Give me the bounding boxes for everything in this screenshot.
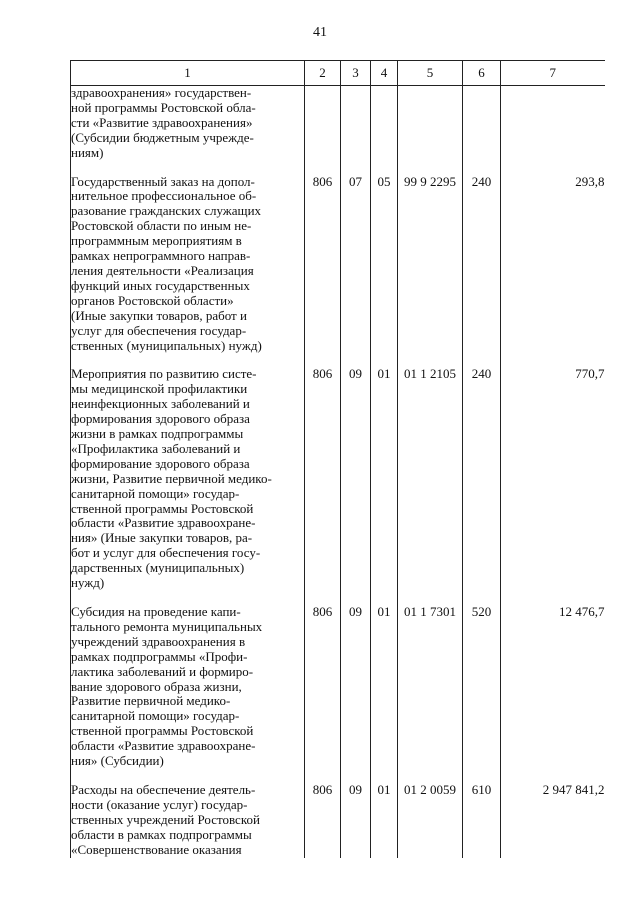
description-line: ния» (Иные закупки товаров, ра-: [71, 530, 253, 546]
description-line: ственных учреждений Ростовской: [71, 811, 260, 827]
table-row: [71, 86, 605, 175]
description-line: лактика заболеваний и формиро-: [71, 663, 254, 679]
page-number: 41: [313, 25, 327, 40]
description-line: (Субсидии бюджетным учрежде-: [71, 129, 254, 145]
description-line: санитарной помощи» государ-: [71, 485, 240, 501]
description-line: жизни в рамках подпрограммы: [71, 426, 244, 442]
description-line: Государственный заказ на допол-: [71, 173, 255, 189]
description-line: Ростовской области по иным не-: [71, 218, 252, 234]
description-line: услуг для обеспечения государ-: [71, 322, 247, 338]
expense-type-code: 240: [463, 367, 501, 605]
description-line: органов Ростовской области»: [71, 292, 234, 308]
section-code: 09: [341, 367, 371, 605]
description-line: ной программы Ростовской обла-: [71, 99, 256, 115]
target-article-code: 99 9 2295: [398, 175, 463, 368]
description-line: рамках подпрограммы «Профи-: [71, 648, 248, 664]
section-code: 07: [341, 175, 371, 368]
expense-type-code: 240: [463, 175, 501, 368]
amount: [501, 86, 605, 175]
description-line: Развитие первичной медико-: [71, 693, 231, 709]
table-row: [71, 175, 605, 368]
description-line: ния» (Субсидии): [71, 753, 164, 769]
description-line: сти «Развитие здравоохранения»: [71, 114, 253, 130]
description-line: неинфекционных заболеваний и: [71, 396, 250, 412]
header-col-3: 3: [341, 61, 371, 86]
row-description: [71, 175, 305, 368]
ministry-code: [305, 86, 341, 175]
header-col-7: 7: [501, 61, 605, 86]
ministry-code: 806: [305, 367, 341, 605]
description-line: тального ремонта муниципальных: [71, 618, 263, 634]
row-description: [71, 605, 305, 783]
description-line: ниям): [71, 144, 104, 160]
target-article-code: 01 1 7301: [398, 605, 463, 783]
description-line: «Профилактика заболеваний и: [71, 440, 241, 456]
expense-type-code: 520: [463, 605, 501, 783]
description-line: ственной программы Ростовской: [71, 723, 254, 739]
ministry-code: 806: [305, 175, 341, 368]
description-line: ственных (муниципальных) нужд): [71, 337, 262, 353]
description-line: «Совершенствование оказания: [71, 841, 242, 857]
description-line: вание здорового образа жизни,: [71, 678, 242, 694]
header-col-1: 1: [71, 61, 305, 86]
row-description: [71, 86, 305, 175]
description-line: области «Развитие здравоохране-: [71, 738, 256, 754]
description-line: мы медицинской профилактики: [71, 381, 248, 397]
subsection-code: 05: [371, 175, 398, 368]
row-description: [71, 367, 305, 605]
description-line: бот и услуг для обеспечения госу-: [71, 545, 261, 561]
description-line: формирование здорового образа: [71, 455, 250, 471]
description-line: формирования здорового образа: [71, 411, 250, 427]
amount: 770,7: [501, 367, 605, 605]
description-line: области в рамках подпрограммы: [71, 826, 252, 842]
description-line: ственной программы Ростовской: [71, 500, 254, 516]
description-line: функций иных государственных: [71, 277, 250, 293]
expense-type-code: [463, 86, 501, 175]
table-row: [71, 783, 605, 858]
ministry-code: 806: [305, 605, 341, 783]
section-code: 09: [341, 605, 371, 783]
description-line: здравоохранения» государствен-: [71, 85, 252, 100]
description-line: разование гражданских служащих: [71, 203, 262, 219]
description-line: Расходы на обеспечение деятель-: [71, 781, 256, 797]
description-line: программным мероприятиям в: [71, 233, 242, 249]
description-line: Мероприятия по развитию систе-: [71, 366, 257, 382]
target-article-code: [398, 86, 463, 175]
amount: 2 947 841,2: [501, 783, 605, 858]
target-article-code: 01 1 2105: [398, 367, 463, 605]
amount: 12 476,7: [501, 605, 605, 783]
description-line: области «Развитие здравоохране-: [71, 515, 256, 531]
expense-type-code: 610: [463, 783, 501, 858]
row-description: [71, 783, 305, 858]
amount: 293,8: [501, 175, 605, 368]
header-col-6: 6: [463, 61, 501, 86]
header-row: [71, 61, 605, 86]
section-code: 09: [341, 783, 371, 858]
section-code: [341, 86, 371, 175]
table-row: [71, 367, 605, 605]
header-col-5: 5: [398, 61, 463, 86]
description-line: дарственных (муниципальных): [71, 560, 245, 576]
description-line: ления деятельности «Реализация: [71, 262, 254, 278]
description-line: Субсидия на проведение капи-: [71, 604, 241, 619]
description-line: нужд): [71, 575, 105, 591]
description-line: рамках непрограммного направ-: [71, 248, 251, 264]
description-line: жизни, Развитие первичной медико-: [71, 470, 272, 486]
description-line: (Иные закупки товаров, работ и: [71, 307, 247, 323]
description-line: санитарной помощи» государ-: [71, 708, 240, 724]
table-row: [71, 605, 605, 783]
description-line: ности (оказание услуг) государ-: [71, 796, 248, 812]
description-line: нительное профессиональное об-: [71, 188, 257, 204]
subsection-code: 01: [371, 367, 398, 605]
subsection-code: 01: [371, 605, 398, 783]
target-article-code: 01 2 0059: [398, 783, 463, 858]
subsection-code: [371, 86, 398, 175]
ministry-code: 806: [305, 783, 341, 858]
description-line: учреждений здравоохранения в: [71, 633, 246, 649]
header-col-4: 4: [371, 61, 398, 86]
budget-table: [70, 60, 605, 858]
header-col-2: 2: [305, 61, 341, 86]
subsection-code: 01: [371, 783, 398, 858]
